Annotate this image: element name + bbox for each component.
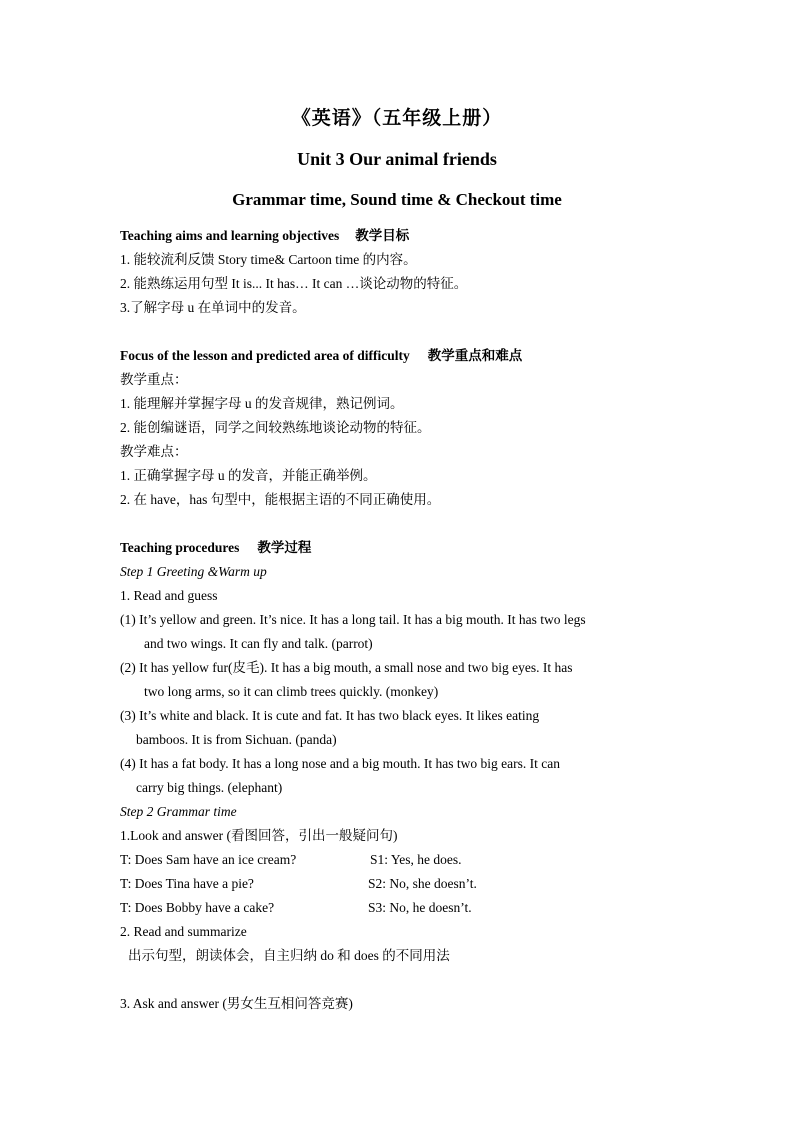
riddle-2-line-2: two long arms, so it can climb trees quickly. (monkey) bbox=[144, 684, 439, 699]
dialogue-row bbox=[120, 848, 676, 872]
document-body bbox=[120, 224, 676, 1016]
focus-heading: Focus of the lesson and predicted area of difficulty bbox=[120, 348, 410, 363]
step2-heading: Step 2 Grammar time bbox=[120, 804, 237, 819]
step1-heading: Step 1 Greeting &Warm up bbox=[120, 564, 267, 579]
aims-item: 3.了解字母 u 在单词中的发音。 bbox=[120, 300, 306, 315]
unit-title: Unit 3 Our animal friends bbox=[297, 149, 497, 169]
dialogue-answer: S3: No, he doesn’t. bbox=[368, 900, 472, 915]
key-points-label: 教学重点： bbox=[120, 372, 188, 387]
document-title: 《英语》（五年级上册） bbox=[291, 107, 503, 129]
spacer bbox=[120, 320, 676, 344]
aims-item: 1. 能较流利反馈 Story time& Cartoon time 的内容。 bbox=[120, 252, 417, 267]
dialogue-answer: S2: No, she doesn’t. bbox=[368, 876, 477, 891]
look-answer-heading: 1.Look and answer (看图回答，引出一般疑问句) bbox=[120, 828, 398, 843]
dialogue-question: T: Does Bobby have a cake? bbox=[120, 900, 275, 915]
difficulty-item: 2. 在 have，has 句型中，能根据主语的不同正确使用。 bbox=[120, 492, 441, 507]
aims-heading: Teaching aims and learning objectives bbox=[120, 228, 340, 243]
summarize-note: 出示句型，朗读体会，自主归纳 do 和 does 的不同用法 bbox=[128, 948, 450, 963]
dialogue-row bbox=[120, 896, 676, 920]
riddle-2-line-1: (2) It has yellow fur(皮毛). It has a big mouth, a small nose and two big eyes. It has bbox=[120, 660, 573, 675]
difficulty-label: 教学难点： bbox=[120, 444, 188, 459]
riddle-4-line-1: (4) It has a fat body. It has a long nose and a big mouth. It has two big ears. It can bbox=[120, 756, 561, 771]
spacer bbox=[120, 968, 676, 992]
dialogue-question: T: Does Sam have an ice cream? bbox=[120, 852, 297, 867]
procedures-heading-line bbox=[120, 536, 676, 560]
difficulty-item: 1. 正确掌握字母 u 的发音，并能正确举例。 bbox=[120, 468, 377, 483]
ask-answer-heading: 3. Ask and answer (男女生互相问答竞赛) bbox=[120, 996, 353, 1011]
riddle-3-line-1: (3) It’s white and black. It is cute and fat. It has two black eyes. It likes eating bbox=[120, 708, 540, 723]
key-point-item: 1. 能理解并掌握字母 u 的发音规律，熟记例词。 bbox=[120, 396, 404, 411]
riddle-4-line-2: carry big things. (elephant) bbox=[136, 780, 283, 795]
focus-heading-line bbox=[120, 344, 676, 368]
riddle-1-line-1: (1) It’s yellow and green. It’s nice. It has a long tail. It has a big mouth. It has two legs bbox=[120, 612, 586, 627]
riddle-3-line-2: bamboos. It is from Sichuan. (panda) bbox=[136, 732, 337, 747]
riddle-1-line-2: and two wings. It can fly and talk. (parrot) bbox=[144, 636, 373, 651]
aims-item: 2. 能熟练运用句型 It is... It has… It can …谈论动物的特征。 bbox=[120, 276, 468, 291]
lesson-title: Grammar time, Sound time & Checkout time bbox=[232, 190, 562, 209]
aims-heading-cn: 教学目标 bbox=[355, 228, 410, 243]
dialogue-answer: S1: Yes, he does. bbox=[370, 852, 462, 867]
procedures-heading: Teaching procedures bbox=[120, 540, 240, 555]
read-guess-heading: 1. Read and guess bbox=[120, 588, 218, 603]
focus-heading-cn: 教学重点和难点 bbox=[427, 348, 523, 363]
spacer bbox=[120, 512, 676, 536]
read-summarize-heading: 2. Read and summarize bbox=[120, 924, 247, 939]
dialogue-question: T: Does Tina have a pie? bbox=[120, 876, 254, 891]
procedures-heading-cn: 教学过程 bbox=[257, 540, 312, 555]
key-point-item: 2. 能创编谜语，同学之间较熟练地谈论动物的特征。 bbox=[120, 420, 431, 435]
aims-heading-line bbox=[120, 224, 676, 248]
dialogue-row bbox=[120, 872, 676, 896]
